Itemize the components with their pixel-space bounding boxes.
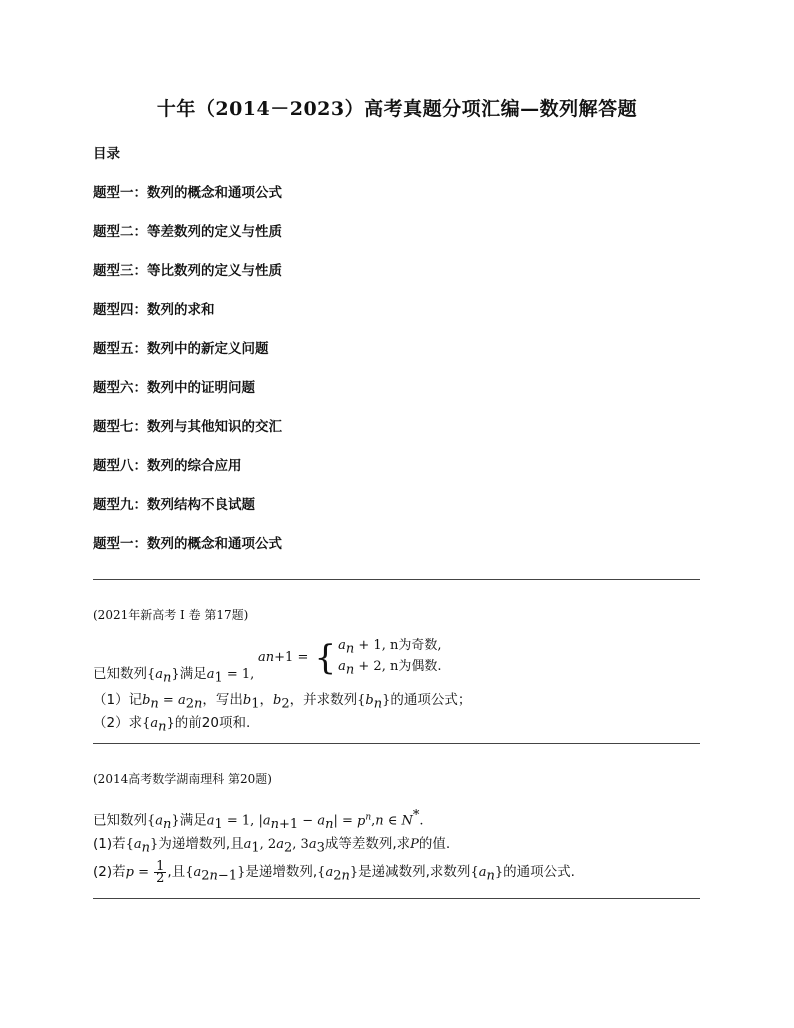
problem-source: (2014高考数学湖南理科 第20题)	[93, 772, 272, 786]
toc-item[interactable]: 题型二：等差数列的定义与性质	[93, 224, 282, 240]
case-odd: n为奇数,	[389, 638, 442, 653]
problem1-stem: 已知数列$\{a_n\}$满足$a_1 = 1$,	[93, 666, 255, 686]
divider	[93, 898, 700, 899]
toc-item[interactable]: 题型五：数列中的新定义问题	[93, 341, 269, 357]
divider	[93, 579, 700, 580]
toc-item[interactable]: 题型三：等比数列的定义与性质	[93, 263, 282, 279]
problem1-q1: （1）记$b_n = a_{2n}$，写出$b_1$，$b_2$，并求数列$\{b_n\}$的通项公式；	[93, 692, 472, 712]
case-even: n为偶数.	[389, 658, 442, 674]
divider	[93, 743, 700, 744]
toc-heading: 目录	[93, 146, 120, 162]
toc-item[interactable]: 题型四：数列的求和	[93, 302, 215, 318]
section-heading: 题型一：数列的概念和通项公式	[93, 536, 282, 552]
toc-item[interactable]: 题型七：数列与其他知识的交汇	[93, 419, 282, 435]
problem-source: (2021年新高考 I 卷 第17题)	[93, 608, 249, 622]
toc-item[interactable]: 题型六：数列中的证明问题	[93, 380, 255, 396]
problem1-q2: （2）求$\{a_n\}$的前20项和.	[93, 715, 251, 735]
problem2-q1: (1)若$\{a_n\}$为递增数列,且$a_1$, $2a_2$, $3a_3$成等差数列,求P的值.	[93, 836, 451, 856]
problem2-q2: (2)若p = $\frac{1}{2}$ ,且$\{a_{2n-1}\}$是递增数列$,\{a_{2n}\}$是递减数列,求数列$\{a_n\}$的通项公式.	[93, 858, 575, 886]
page-title: 十年（2014－2023）高考真题分项汇编—数列解答题	[156, 98, 638, 120]
problem2-stem: 已知数列$\{a_n\}$满足$a_1 = 1$, $|a_{n+1} - a_n| = p^n,n$ ∈ N*.	[93, 808, 424, 833]
recurrence-formula: a n +1 = { $a_n + 1$, n为奇数, $a_n + 2$, n为偶数.	[258, 637, 442, 678]
toc-item[interactable]: 题型一：数列的概念和通项公式	[93, 185, 282, 201]
toc-item[interactable]: 题型八：数列的综合应用	[93, 458, 242, 474]
toc-item[interactable]: 题型九：数列结构不良试题	[93, 497, 255, 513]
